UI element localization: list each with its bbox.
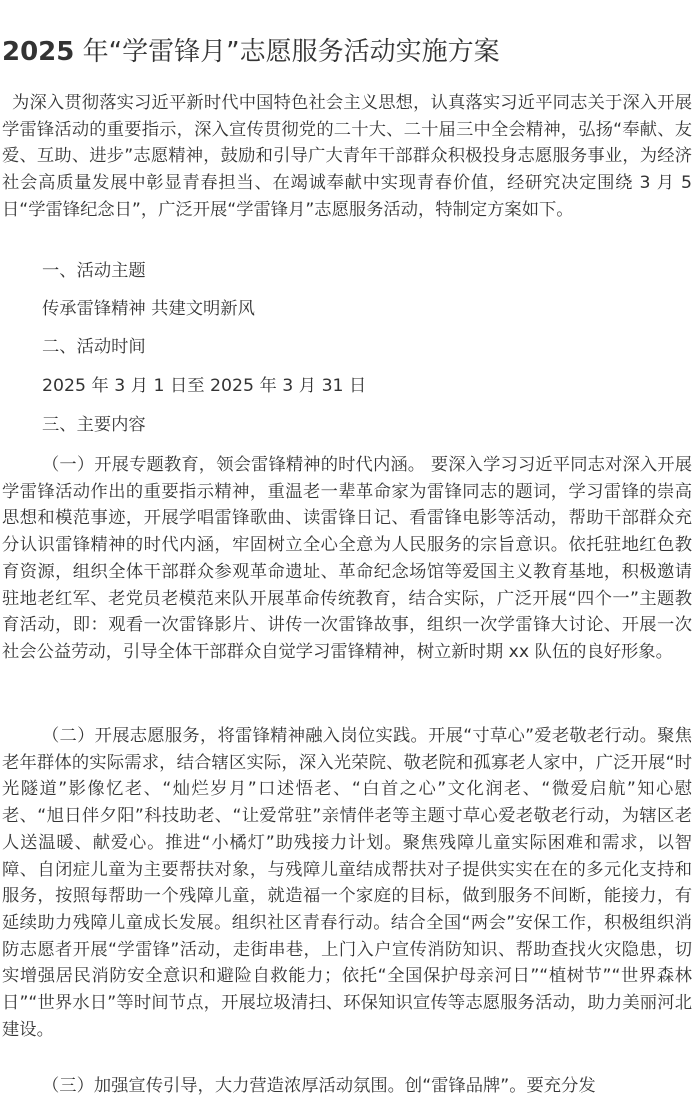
section2-text: 2025 年 3 月 1 日至 2025 年 3 月 31 日 [42, 376, 367, 396]
content-item-1: （一）开展专题教育，领会雷锋精神的时代内涵。 要深入学习习近平同志对深入开展学雷锋活动作出的重要指示精神，重温老一辈革命家为雷锋同志的题词，学习雷锋的崇高思想和模范事迹，开展学唱雷锋歌曲、读雷锋日记、看雷锋电影等活动，帮助干部群众充分认识雷锋精神的时代内涵，牢固树立全心全意为人民服务的宗旨意识。依托驻地红色教育资源，组织全体干部群众参观革命遗址、革命纪念场馆等爱国主义教育基地，积极邀请驻地老红军、老党员老模范来队开展革命传统教育，结合实际，广泛开展“四个一”主题教育活动，即：观看一次雷锋影片、讲传一次雷锋故事，组织一次学雷锋大讨论、开展一次社会公益劳动，引导全体干部群众自觉学习雷锋精神，树立新时期 xx 队伍的良好形象。 [2, 455, 692, 662]
content-item-3: （三）加强宣传引导，大力营造浓厚活动氛围。创“雷锋品牌”。要充分发 [42, 1076, 596, 1096]
section2-heading: 二、活动时间 [42, 337, 146, 357]
section1-text: 传承雷锋精神 共建文明新风 [42, 299, 255, 319]
document-title [2, 32, 500, 72]
section1-heading: 一、活动主题 [42, 261, 146, 281]
content-item-2: （二）开展志愿服务，将雷锋精神融入岗位实践。开展“寸草心”爱老敬老行动。聚焦老年群体的实际需求，结合辖区实际，深入光荣院、敬老院和孤寡老人家中，广泛开展“时光隧道”影像忆老、“灿烂岁月”口述悟老、“白首之心”文化润老、“微爱启航”知心慰老、“旭日伴夕阳”科技助老、“让爱常驻”亲情伴老等主题寸草心爱老敬老行动，为辖区老人送温暖、献爱心。推进“小橘灯”助残接力计划。聚焦残障儿童实际困难和需求，以智障、自闭症儿童为主要帮扶对象，与残障儿童结成帮扶对子提供实实在在的多元化支持和服务，按照每帮助一个残障儿童，就造福一个家庭的目标，做到服务不间断，能接力，有延续助力残障儿童成长发展。组织社区青春行动。结合全国“两会”安保工作，积极组织消防志愿者开展“学雷锋”活动，走街串巷，上门入户宣传消防知识、帮助查找火灾隐患，切实增强居民消防安全意识和避险自救能力；依托“全国保护母亲河日”“植树节”“世界森林日”“世界水日”等时间节点，开展垃圾清扫、环保知识宣传等志愿服务活动，助力美丽河北建设。 [2, 726, 692, 1040]
title-year: 2025 [2, 37, 75, 67]
title-text: 年“学雷锋月”志愿服务活动实施方案 [74, 37, 500, 67]
section3-heading: 三、主要内容 [42, 415, 146, 435]
intro-paragraph: 为深入贯彻落实习近平新时代中国特色社会主义思想，认真落实习近平同志关于深入开展学雷锋活动的重要指示，深入宣传贯彻党的二十大、二十届三中全会精神，弘扬“奉献、友爱、互助、进步”志愿精神，鼓励和引导广大青年干部群众积极投身志愿服务事业，为经济社会高质量发展中彰显青春担当、在竭诚奉献中实现青春价值，经研究决定围绕 3 月 5 日“学雷锋纪念日”，广泛开展“学雷锋月”志愿服务活动，特制定方案如下。 [2, 93, 692, 220]
